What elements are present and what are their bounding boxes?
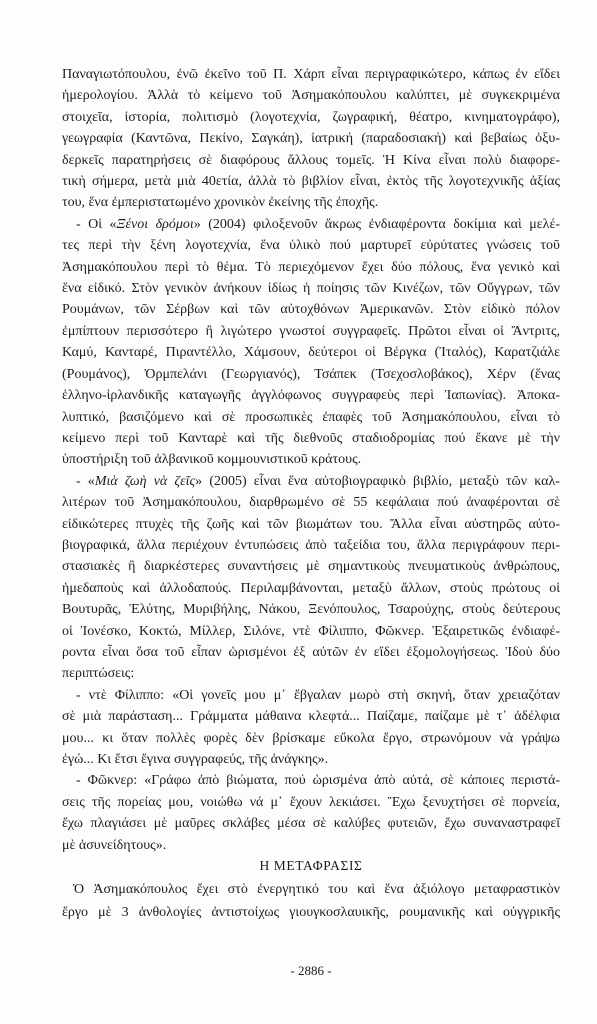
text-line: ὑποστήριξη τοῦ ἀλβανικοῦ κομμουνιστικοῦ κράτους.	[62, 452, 362, 468]
text-line: Παναγιωτόπουλου, ἐνῶ ἐκεῖνο τοῦ Π. Χάρπ εἶναι περιγραφικώτερο, κάπως ἐν εἴδει	[62, 67, 560, 82]
text-segment: - Οἱ «	[76, 216, 117, 232]
book-title: Ξένοι δρόμοι	[116, 216, 194, 232]
text-line: Ἀσημακόπουλου περὶ τὸ θέμα. Τὸ περιεχόμενον ἔχει δύο πόλους, ἕνα γενικὸ καὶ	[62, 259, 560, 275]
text-line: ἑλληνο-ἰρλανδικῆς καταγωγῆς ἀγγλόφωνος συγγραφεὺς περὶ Ἰαπωνίας). Ἀποκα-	[62, 388, 560, 404]
text-line: στοιχεῖα, ἱστορία, πολιτισμὸ (λογοτεχνία, ζωγραφική, θέατρο, κινηματογράφο),	[62, 109, 560, 125]
paragraph	[62, 471, 560, 685]
text-line: γεωγραφία (Καντῶνα, Πεκίνο, Σαγκάη), ἰατρική (παραδοσιακή) καὶ βεβαίως ὀξυ-	[62, 131, 560, 147]
section-body	[62, 878, 560, 924]
text-segment: » (2005) εἶναι ἕνα αὐτοβιογραφικὸ βιβλίο, μεταξὺ τῶν καλ-	[195, 473, 560, 489]
text-line: ἡμερολογίου. Ἀλλὰ τὸ κείμενο τοῦ Ἀσημακόπουλου καλύπτει, μὲ συγκεκριμένα	[62, 88, 560, 104]
paragraph	[62, 214, 560, 471]
paragraph	[62, 770, 560, 856]
text-line: Ρουμάνων, τῶν Σέρβων καὶ τῶν αὐτοχθόνων Ἀμερικανῶν. Στὸν εἰδικὸ πόλον	[62, 302, 560, 318]
text-line: δερκεῖς παρατηρήσεις σὲ διαφόρους ἄλλους τομεῖς. Ἡ Κίνα εἶναι πολὺ διαφορε-	[62, 152, 560, 168]
text-line: ἐμπίπτουν περισσότερο ἢ λιγώτερο γνωστοί συγγραφεῖς. Πρῶτοι εἶναι οἱ Ἄντριτς,	[62, 323, 560, 339]
paragraph	[62, 685, 560, 771]
text-line: ἔχω πλαγιάσει μὲ μαῦρες σκλάβες μέσα σὲ καλύβες φυτειῶν, ἔχω συναναστραφεῖ	[62, 816, 560, 832]
text-line	[62, 214, 560, 235]
text-line: σὲ μιὰ παράσταση... Γράμματα μάθαινα κλεφτά... Παίζαμε, παίζαμε μὲ τ᾿ ἀδέλφια	[62, 709, 560, 725]
text-line: ἡμεδαποὺς καὶ ἀλλοδαπούς. Περιλαμβάνονται, μεταξὺ ἄλλων, στοὺς πρώτους οἱ	[62, 580, 560, 596]
text-line: στασιακὲς ἢ διαρκέστερες συναντήσεις μὲ σημαντικοὺς πνευματικοὺς ἀνθρώπους,	[62, 559, 560, 575]
text-line: περιπτώσεις:	[62, 666, 135, 682]
text-line: βιογραφικά, ἄλλα περιέχουν ἐντυπώσεις ἀπὸ ταξείδια του, ἄλλα περιγράφουν περι-	[62, 537, 560, 553]
text-line: (Ρουμάνος), Ὀρμπελάνι (Γεωργιανός), Τσάπεκ (Τσεχοσλοβάκος), Χέρν (ἕνας	[62, 366, 560, 382]
text-line: οἱ Ἰονέσκο, Κοκτώ, Μίλλερ, Σιλόνε, ντὲ Φίλιππο, Φῶκνερ. Ἐξαιρετικῶς ἐνδιαφέ-	[62, 623, 560, 639]
text-line: τικὴ σήμερα, μετὰ μιὰ 40ετία, ἀλλὰ τὸ βιβλίον εἶναι, ἐκτὸς τῆς λογοτεχνικῆς ἀξίας	[62, 174, 560, 190]
text-line: Καμύ, Κανταρέ, Πιραντέλλο, Χάμσουν, δεύτεροι οἱ Βέργκα (Ἰταλός), Καρατζιάλε	[62, 345, 560, 361]
text-line: εἰδικώτερες πτυχὲς τῆς ζωῆς καὶ τῶν βιωμάτων του. Ἄλλα εἶναι αὐστηρῶς αὐτο-	[62, 516, 560, 532]
text-line: κείμενο περὶ τοῦ Κανταρὲ καὶ τῆς διεθνοῦς σταδιοδρομίας πού ἔκανε μὲ τὴν	[62, 430, 560, 446]
section-heading: Η ΜΕΤΑΦΡΑΣΙΣ	[259, 858, 363, 873]
paragraph	[62, 64, 560, 214]
text-line: - ντὲ Φίλιππο: «Οἱ γονεῖς μου μ᾿ ἔβγαλαν μωρὸ στὴ σκηνή, ὅταν χρειαζόταν	[76, 687, 560, 703]
text-line: ροντα εἶναι ὅσα τοῦ εἶπαν ὡρισμένοι ἐξ αὐτῶν ἐν εἴδει ἐξομολογήσεως. Ἰδοὺ δύο	[62, 644, 560, 660]
body-text	[62, 64, 560, 856]
text-line: ἕνα εἰδικό. Στὸν γενικὸν ἀνήκουν ἰδίως ἡ ποίησις τῶν Κινέζων, τῶν Οὔγγρων, τῶν	[62, 281, 560, 297]
text-line: μου... κι ὅταν πολλὲς φορὲς δὲν βρίσκαμε εὔκολα ἔργο, στρωνόμουν νὰ γράψω	[62, 730, 560, 746]
text-line: σεις τῆς πορείας μου, νοιώθω νά μ᾿ ἔχουν λεκιάσει. Ἔχω ξενυχτήσει σὲ πορνεία,	[62, 794, 560, 810]
text-line: λυπτικό, βασιζόμενο καὶ σὲ προσωπικὲς ἐπαφὲς τοῦ Ἀσημακόπουλου, εἶναι τὸ	[62, 409, 560, 425]
text-segment: » (2004) φιλοξενοῦν ἄκρως ἐνδιαφέροντα δοκίμια καὶ μελέ-	[193, 216, 560, 232]
text-line	[62, 471, 560, 492]
text-line: Βουτυρᾶς, Ἐλύτης, Μυριβήλης, Νάκου, Ξενόπουλος, Τσαρούχης, στοὺς δεύτερους	[62, 602, 560, 618]
text-line: Ὁ Ἀσημακόπουλος ἔχει στὸ ἐνεργητικό του καὶ ἕνα ἀξιόλογο μεταφραστικὸν	[73, 881, 560, 897]
text-line: - Φῶκνερ: «Γράφω ἀπὸ βιώματα, πού ὡρισμένα ἀπὸ αὐτά, σὲ κάποιες περιστά-	[76, 773, 560, 789]
text-line: μὲ ἀσυνείδητους».	[62, 837, 167, 853]
book-title: Μιὰ ζωὴ νὰ ζεῖς	[94, 473, 196, 489]
text-line: του, ἕνα ἐμπεριστατωμένο χρονικὸν ἐκείνης τῆς ἐποχῆς.	[62, 195, 379, 211]
page-number: - 2886 -	[290, 963, 332, 978]
text-line: ἔργο μὲ 3 ἀνθολογίες ἀντιστοίχως γιουγκοσλαυικῆς, ρουμανικῆς καὶ οὐγγρικῆς	[62, 904, 560, 920]
text-segment: - «	[76, 473, 95, 489]
text-line: λιτέρων τοῦ Ἀσημακόπουλου, διαρθρωμένο σὲ 55 κεφάλαια πού ἀναφέρονται σὲ	[62, 495, 560, 511]
text-line: τες περὶ τὴν ξένη λογοτεχνία, ἕνα ὑλικὸ πού μαρτυρεῖ εὐρύτατες γνώσεις τοῦ	[62, 238, 560, 254]
text-line: ἐγώ... Κι ἔτσι ἔγινα συγγραφεύς, τῆς ἀνάγκης».	[62, 752, 329, 767]
